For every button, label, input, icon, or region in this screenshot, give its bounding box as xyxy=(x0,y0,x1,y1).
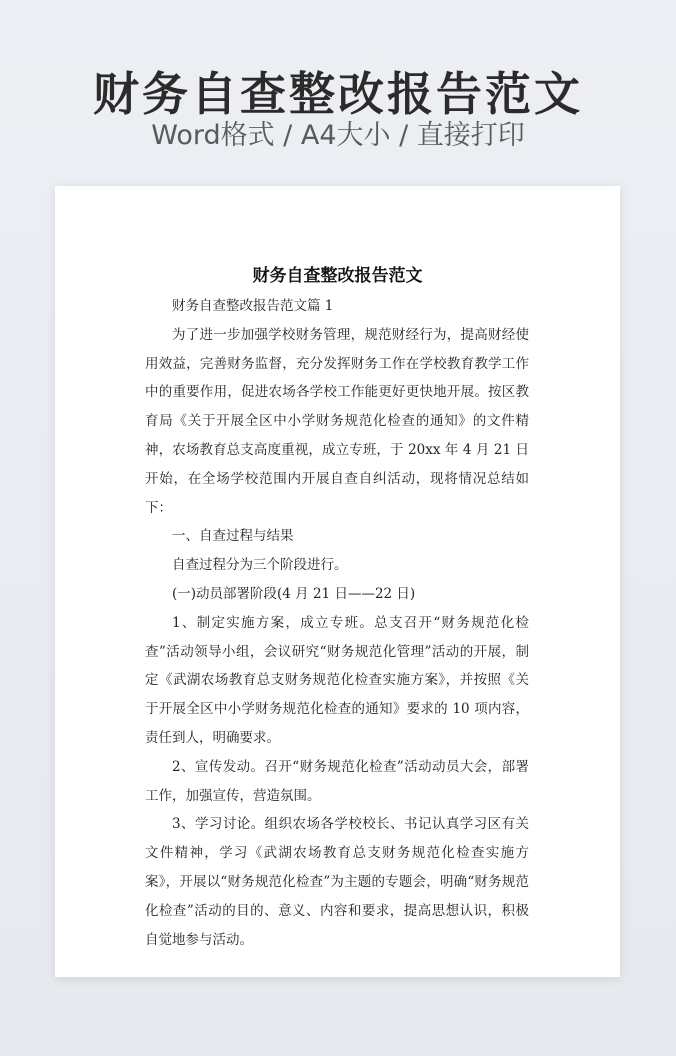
banner-subtitle: Word格式 / A4大小 / 直接打印 xyxy=(151,120,525,151)
subsection-heading: (一)动员部署阶段(4 月 21 日——22 日) xyxy=(172,585,416,602)
banner-title: 财务自查整改报告范文 xyxy=(93,67,583,121)
document-title: 财务自查整改报告范文 xyxy=(252,266,423,286)
document-page xyxy=(55,186,620,977)
section-heading: 财务自查整改报告范文篇 1 xyxy=(172,298,334,314)
paragraph: 为了进一步加强学校财务管理，规范财经行为，提高财经使用效益，完善财务监督，充分发挥财务工作在学校教育教学工作中的重要作用，促进农场各学校工作能更好更快地开展。按区教育局《关于开展全区中小学财务规范化检查的通知》的文件精神，农场教育总支高度重视，成立专班，于 20xx 年 4 月 21 日开始，在全场学校范围内开展自查自纠活动，现将情况总结如下： xyxy=(145,326,529,516)
document-body xyxy=(145,292,529,954)
paragraph: 3、学习讨论。组织农场各学校校长、书记认真学习区有关文件精神，学习《武湖农场教育总支财务规范化检查实施方案》，开展以“财务规范化检查”为主题的专题会，明确“财务规范化检查”活动的目的、意义、内容和要求，提高思想认识，积极自觉地参与活动。 xyxy=(145,816,529,948)
paragraph: 2、宣传发动。召开“财务规范化检查”活动动员大会，部署工作，加强宣传，营造氛围。 xyxy=(145,758,529,804)
paragraph: 1、制定实施方案，成立专班。总支召开“财务规范化检查”活动领导小组，会议研究“财务规范化管理”活动的开展，制定《武湖农场教育总支财务规范化检查实施方案》，并按照《关于开展全区中小学财务规范化检查的通知》要求的 10 项内容，责任到人，明确要求。 xyxy=(145,614,529,746)
paragraph: 自查过程分为三个阶段进行。 xyxy=(172,557,348,574)
section-heading: 一、自查过程与结果 xyxy=(172,528,294,545)
